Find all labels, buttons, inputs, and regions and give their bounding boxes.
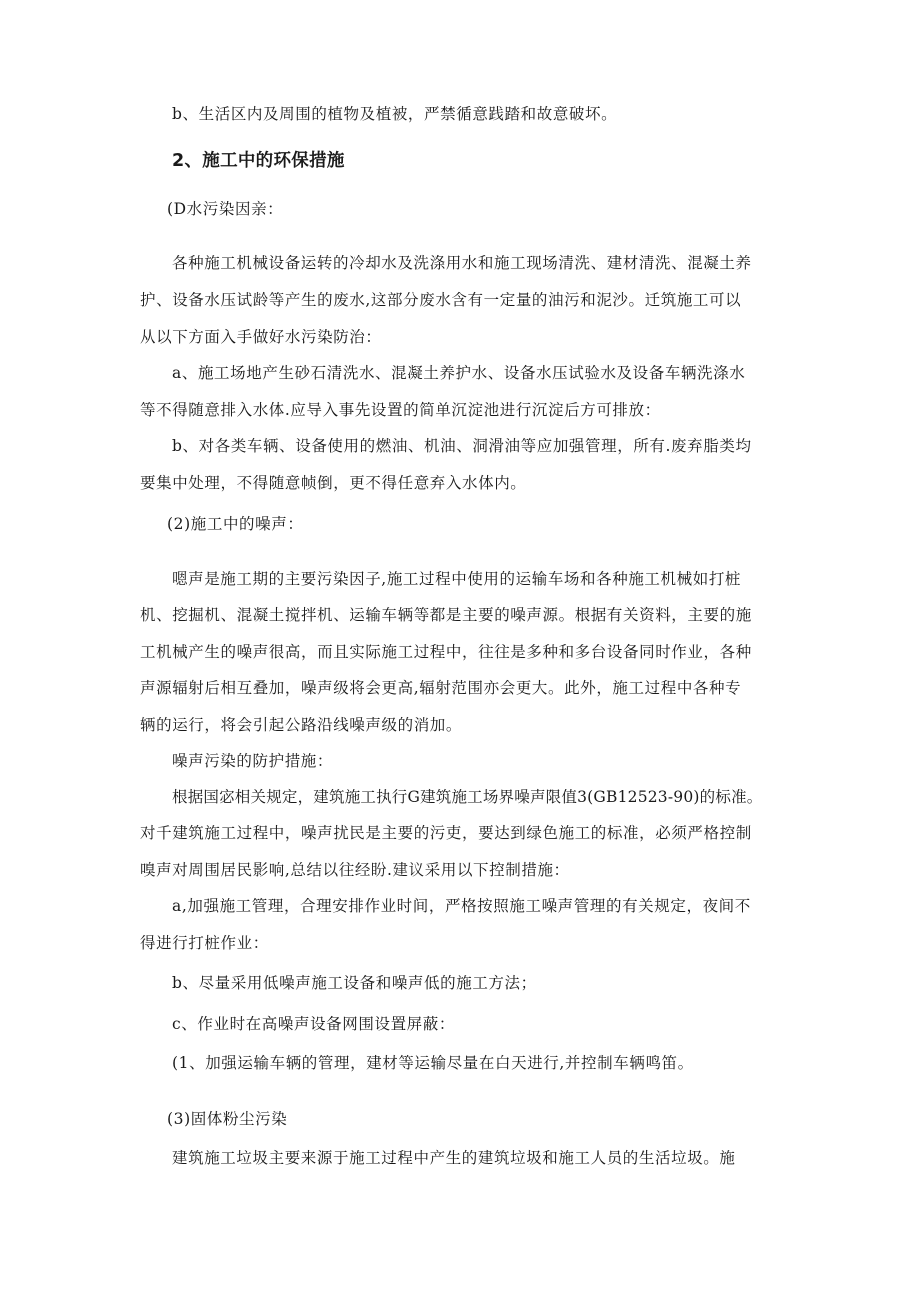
paragraph-line: 等不得随意排入水体.应导入事先设置的简单沉淀池进行沉淀后方可排放：	[140, 401, 661, 419]
paragraph-line: (1、加强运输车辆的管理，建材等运输尽量在白天进行,并控制车辆鸣笛。	[172, 1054, 694, 1072]
paragraph-line: 对千建筑施工过程中，噪声扰民是主要的污吏，要达到绿色施工的标准，必须严格控制	[140, 824, 752, 842]
paragraph-line: b、尽量采用低噪声施工设备和噪声低的施工方法；	[172, 974, 537, 992]
paragraph-line: 工机械产生的噪声很高，而且实际施工过程中，往往是多种和多台设备同时作业，各种	[140, 643, 752, 661]
paragraph-line: 声源辐射后相互叠加，噪声级将会更高,辐射范围亦会更大。此外，施工过程中各种专	[140, 679, 742, 697]
section-heading: 2、施工中的环保措施	[172, 151, 345, 171]
paragraph-line: 机、挖掘机、混凝土搅拌机、运输车辆等都是主要的噪声源。根据有关资料，主要的施	[140, 606, 752, 624]
paragraph-line: 建筑施工垃圾主要来源于施工过程中产生的建筑垃圾和施工人员的生活垃圾。施	[172, 1149, 736, 1167]
paragraph-line: 要集中处理，不得随意帧倒，更不得任意弃入水体内。	[140, 474, 527, 492]
paragraph-line: 嗯声是施工期的主要污染因子,施工过程中使用的运输车场和各种施工机械如打桩	[172, 570, 742, 588]
subsection-heading: (2)施工中的噪声：	[167, 515, 304, 533]
paragraph-line: 各种施工机械设备运转的冷却水及洗涤用水和施工现场清洗、建材清洗、混凝土养	[172, 254, 752, 272]
paragraph-line: c、作业时在高噪声设备网围设置屏蔽：	[172, 1015, 455, 1033]
paragraph-line: b、生活区内及周围的植物及植被，严禁循意践踏和故意破坏。	[172, 105, 618, 123]
paragraph-line: 护、设备水压试龄等产生的废水,这部分废水含有一定量的油污和泥沙。迁筑施工可以	[140, 291, 742, 309]
paragraph-line: 嗅声对周围居民影响,总结以往经盼.建议采用以下控制措施：	[140, 861, 570, 879]
paragraph-line: 得进行打桩作业：	[140, 934, 269, 952]
paragraph-line: 从以下方面入手做好水污染防治：	[140, 328, 382, 346]
paragraph-line: a、施工场地产生砂石清洗水、混凝土养护水、设备水压试验水及设备车辆洗涤水	[172, 364, 746, 382]
paragraph-line: 辆的运行，将会引起公路沿线噪声级的消加。	[140, 716, 463, 734]
paragraph-line: 噪声污染的防护措施：	[172, 752, 334, 770]
paragraph-line: b、对各类车辆、设备使用的燃油、机油、洞滑油等应加强管理，所有.废弃脂类均	[172, 437, 752, 455]
subsection-heading: (D水污染因亲：	[167, 200, 284, 218]
paragraph-line: a,加强施工管理，合理安排作业时间，严格按照施工噪声管理的有关规定，夜间不	[172, 897, 751, 915]
subsection-heading: (3)固体粉尘污染	[167, 1110, 288, 1128]
paragraph-line: 根据国宓相关规定，建筑施工执行G建筑施工场界噪声限值3(GB12523-90)的标准。	[172, 788, 763, 806]
